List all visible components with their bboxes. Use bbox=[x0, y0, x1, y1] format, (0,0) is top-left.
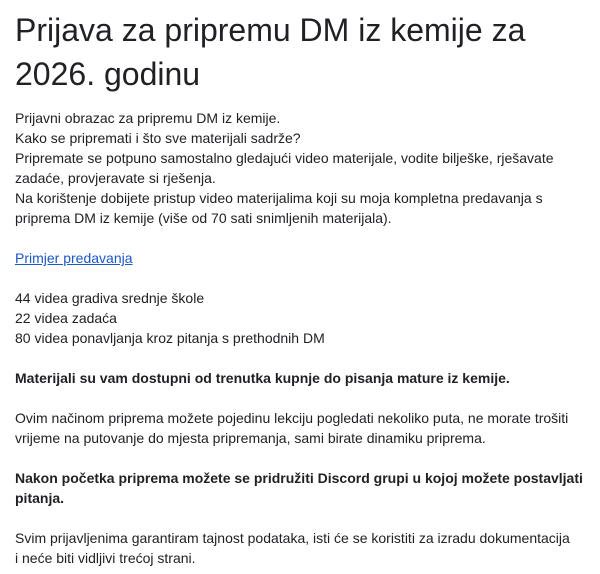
stat-line: 44 videa gradiva srednje škole bbox=[15, 290, 205, 306]
privacy-line: Svim prijavljenima garantiram tajnost podataka, isti će se koristiti za izradu dokumentacija bbox=[15, 530, 570, 546]
spacer bbox=[15, 388, 600, 408]
intro-line: Prijavni obrazac za pripremu DM iz kemije. bbox=[15, 110, 281, 126]
spacer bbox=[15, 448, 600, 468]
intro-line: zadaće, provjeravate si rješenja. bbox=[15, 170, 216, 186]
stat-line: 80 videa ponavljanja kroz pitanja s prethodnih DM bbox=[15, 330, 325, 346]
availability-note: Materijali su vam dostupni od trenutka kupnje do pisanja mature iz kemije. bbox=[15, 370, 510, 386]
privacy-line: i neće biti vidljivi trećoj strani. bbox=[15, 550, 196, 566]
discord-note-line: pitanja. bbox=[15, 490, 65, 506]
form-title-line-2: 2026. godinu bbox=[15, 56, 201, 92]
form-title-line-1: Prijava za pripremu DM iz kemije za bbox=[15, 12, 526, 48]
method-line: Ovim načinom priprema možete pojedinu lekciju pogledati nekoliko puta, ne morate trošiti bbox=[15, 410, 569, 426]
spacer bbox=[15, 348, 600, 368]
example-lecture-link[interactable]: Primjer predavanja bbox=[15, 250, 133, 266]
spacer bbox=[15, 508, 600, 528]
intro-line: Kako se pripremati i što sve materijali sadrže? bbox=[15, 130, 301, 146]
spacer bbox=[15, 268, 600, 288]
intro-line: priprema DM iz kemije (više od 70 sati snimljenih materijala). bbox=[15, 210, 392, 226]
spacer bbox=[15, 228, 600, 248]
intro-line: Pripremate se potpuno samostalno gledajući video materijale, vodite bilješke, rješavate bbox=[15, 150, 554, 166]
discord-note-line: Nakon početka priprema možete se pridružiti Discord grupi u kojoj možete postavljati bbox=[15, 470, 583, 486]
intro-line: Na korištenje dobijete pristup video materijalima koji su moja kompletna predavanja s bbox=[15, 190, 543, 206]
stat-line: 22 videa zadaća bbox=[15, 310, 117, 326]
method-line: vrijeme na putovanje do mjesta pripremanja, sami birate dinamiku priprema. bbox=[15, 430, 486, 446]
form-title bbox=[15, 8, 590, 96]
form-description bbox=[15, 108, 600, 568]
